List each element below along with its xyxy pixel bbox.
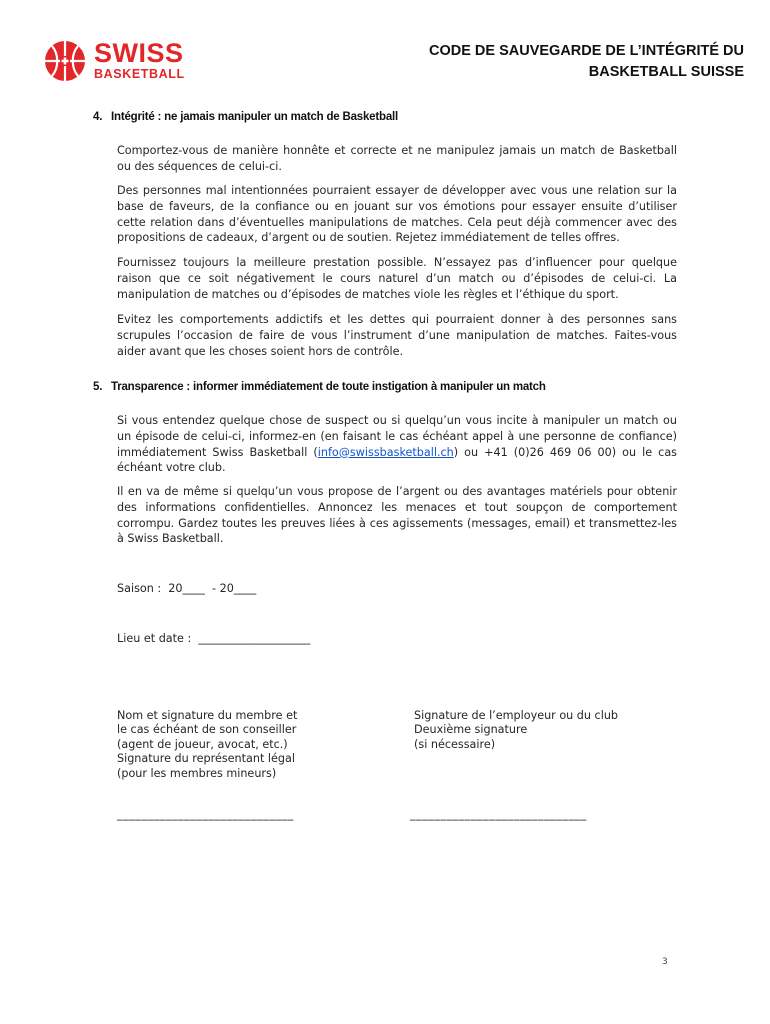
section-5-title: Transparence : informer immédiatement de toute instigation à manipuler un match [111,381,546,393]
section-5-number: 5. [93,381,103,393]
section-4-paragraph-4: Evitez les comportements addictifs et les dettes qui pourraient donner à des personnes sans scrupules l’occasion de faire de vous l’instrument d’une manipulation de matches. Faites-vous aider avant que les choses soient hors de contrôle. [117,313,677,358]
signature-member-line-2: le cas échéant de son conseiller [117,723,297,737]
section-4-paragraph-1: Comportez-vous de manière honnête et correcte et ne manipulez jamais un match de Basketball ou des séquences de celui-ci. [117,144,677,173]
section-4-number: 4. [93,111,103,123]
saison-field: Saison : 20____ - 20____ [117,582,257,595]
logo-wordmark-basketball: BASKETBALL [94,67,185,81]
signature-member-line-1: Nom et signature du membre et [117,709,298,722]
section-5-paragraph-1-end: ) ou +41 (0)26 469 06 00) ou le cas échéant votre club. [117,445,678,475]
email-link[interactable]: info@swissbasketball.ch [317,445,454,459]
document-title [384,41,744,83]
section-4-title: Intégrité : ne jamais manipuler un match de Basketball [111,111,399,123]
signature-employer-line-1: Signature de l’employeur ou du club [414,709,619,722]
section-4-heading [93,111,398,123]
signature-block-member [117,709,297,781]
section-5-paragraph-2: Il en va de même si quelqu’un vous propose de l’argent ou des avantages matériels pour obtenir des informations confidentielles. Annoncez les menaces et tout soupçon de comportement corrompu. Gardez toutes les preuves liées à ces agissements (messages, email) et transmettez-les à Swiss Basketball. [117,485,677,546]
logo-wordmark-swiss: SWISS [94,38,184,68]
document-title-line1: CODE DE SAUVEGARDE DE L’INTÉGRITÉ DU [428,43,744,59]
signature-member-line-3: (agent de joueur, avocat, etc.) [117,737,288,751]
signature-member-line-4: Signature du représentant légal [117,752,295,766]
signature-line-member: _____________________________ [117,808,294,821]
lieu-date-field: Lieu et date : ____________________ [117,632,311,645]
document-title-line2: BASKETBALL SUISSE [588,64,744,80]
section-4-paragraph-3: Fournissez toujours la meilleure prestation possible. N’essayez pas d’influencer pour quelque raison que ce soit négativement le cours naturel d’un match ou d’épisodes de celui-ci. La manipulation de matches ou d’épisodes de matches viole les règles et l’éthique du sport. [117,256,677,301]
page-number: 3 [662,957,668,967]
section-5-paragraph-1 [117,413,677,476]
signature-block-employer [414,709,618,752]
signature-line-employer: _____________________________ [410,808,587,821]
signature-employer-line-2: Deuxième signature [414,723,528,737]
section-5-paragraph-1-start: Si vous entendez quelque chose de suspect ou si quelqu’un vous incite à manipuler un match ou un épisode de celui-ci, informez-en (en faisant le cas échéant appel à une personne de confiance) immédiatement Swiss Basketball ( [117,414,677,459]
signature-member-line-5: (pour les membres mineurs) [117,766,277,780]
section-4-paragraph-2: Des personnes mal intentionnées pourraient essayer de développer avec vous une relation sur la base de faveurs, de la confiance ou en jouant sur vos émotions pour essayer ensuite d’utiliser cette relation dans d’éventuelles manipulations de matches. Cela peut déjà commencer avec des propositions de cadeaux, d’argent ou de soutien. Rejetez immédiatement de telles offres. [117,184,677,245]
section-5-heading [93,381,546,393]
swiss-basketball-logo [44,40,204,84]
basketball-icon [44,40,86,82]
signature-employer-line-3: (si nécessaire) [414,737,496,751]
